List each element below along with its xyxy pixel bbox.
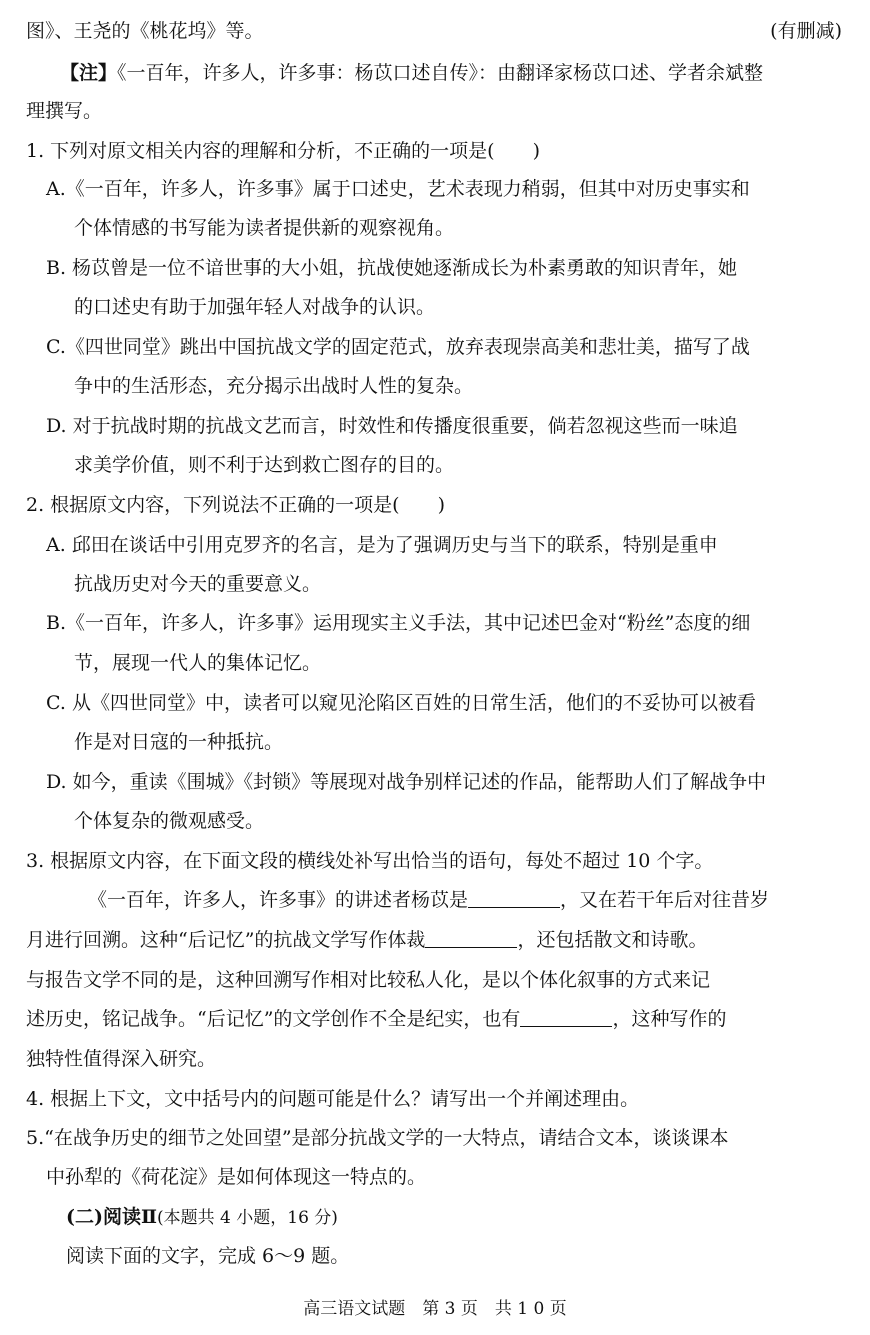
continuation-text: 图》、王尧的《桃花坞》等。: [26, 20, 264, 42]
q2-option-d-line-2: 个体复杂的微观感受。: [74, 810, 265, 832]
q3-passage-text-1a: 《一百年，许多人，许多事》的讲述者杨苡是: [88, 889, 469, 911]
q1-option-a-line-2: 个体情感的书写能为读者提供新的观察视角。: [74, 217, 455, 239]
question-5-stem-line-2: 中孙犁的《荷花淀》是如何体现这一特点的。: [46, 1166, 427, 1188]
annotation-line-1: [60, 60, 763, 86]
q3-passage-text-4b: ，这种写作的: [612, 1008, 727, 1030]
q3-passage-line-2: [26, 927, 707, 953]
q3-blank-3[interactable]: [520, 1007, 612, 1027]
q1-option-b-line-1: B. 杨苡曾是一位不谙世事的大小姐，抗战使她逐渐成长为朴素勇敢的知识青年，她: [46, 257, 738, 279]
q3-passage-line-3: 与报告文学不同的是，这种回溯写作相对比较私人化，是以个体化叙事的方式来记: [26, 969, 711, 991]
q3-passage-line-1: [88, 887, 769, 913]
question-1-stem: 1. 下列对原文相关内容的理解和分析，不正确的一项是( ): [26, 140, 540, 162]
q3-passage-text-4a: 述历史，铭记战争。“后记忆”的文学创作不全是纪实，也有: [26, 1008, 521, 1030]
section-title: (二)阅读Ⅱ: [66, 1206, 157, 1228]
q2-option-b-line-2: 节，展现一代人的集体记忆。: [74, 652, 322, 674]
q2-option-a-line-1: A. 邱田在谈话中引用克罗齐的名言，是为了强调历史与当下的联系，特别是重申: [46, 534, 718, 556]
q3-blank-1[interactable]: [468, 888, 560, 908]
question-2-stem: 2. 根据原文内容，下列说法不正确的一项是( ): [26, 494, 445, 516]
q3-passage-line-4: [26, 1006, 726, 1032]
annotation-line-2: 理撰写。: [26, 100, 103, 122]
annotation-text-1: 《一百年，许多人，许多事：杨苡口述自传》：由翻译家杨苡口述、学者余斌整: [117, 62, 764, 84]
q2-option-d-line-1: D. 如今，重读《围城》《封锁》等展现对战争别样记述的作品，能帮助人们了解战争中: [46, 771, 767, 793]
page-footer: 高三语文试题 第 3 页 共 1 0 页: [303, 1299, 567, 1319]
q1-option-c-line-2: 争中的生活形态，充分揭示出战时人性的复杂。: [74, 375, 474, 397]
question-4-stem: 4. 根据上下文，文中括号内的问题可能是什么？请写出一个并阐述理由。: [26, 1088, 640, 1110]
q2-option-b-line-1: B.《一百年，许多人，许多事》运用现实主义手法，其中记述巴金对“粉丝”态度的细: [46, 612, 751, 634]
q1-option-b-line-2: 的口述史有助于加强年轻人对战争的认识。: [74, 296, 436, 318]
q3-passage-text-1b: ，又在若干年后对往昔岁: [560, 889, 770, 911]
abridged-note: (有删减): [770, 20, 842, 42]
question-5-stem-line-1: 5.“在战争历史的细节之处回望”是部分抗战文学的一大特点，请结合文本，谈谈课本: [26, 1127, 729, 1149]
q3-passage-text-2a: 月进行回溯。这种“后记忆”的抗战文学写作体裁: [26, 929, 426, 951]
q2-option-c-line-2: 作是对日寇的一种抵抗。: [74, 731, 284, 753]
q3-blank-2[interactable]: [425, 928, 517, 948]
section-detail: (本题共 4 小题，16 分): [157, 1208, 338, 1228]
q2-option-c-line-1: C. 从《四世同堂》中，读者可以窥见沦陷区百姓的日常生活，他们的不妥协可以被看: [46, 692, 756, 714]
question-3-stem: 3. 根据原文内容，在下面文段的横线处补写出恰当的语句，每处不超过 10 个字。: [26, 850, 714, 872]
q2-option-a-line-2: 抗战历史对今天的重要意义。: [74, 573, 322, 595]
annotation-label: 【注】: [60, 62, 118, 84]
q1-option-a-line-1: A.《一百年，许多人，许多事》属于口述史，艺术表现力稍弱，但其中对历史事实和: [46, 178, 750, 200]
q1-option-d-line-1: D. 对于抗战时期的抗战文艺而言，时效性和传播度很重要，倘若忽视这些而一味追: [46, 415, 738, 437]
q3-passage-text-2b: ，还包括散文和诗歌。: [517, 929, 708, 951]
section-instruction: 阅读下面的文字，完成 6～9 题。: [66, 1245, 350, 1267]
q1-option-d-line-2: 求美学价值，则不利于达到救亡图存的目的。: [74, 454, 455, 476]
q1-option-c-line-1: C.《四世同堂》跳出中国抗战文学的固定范式，放弃表现崇高美和悲壮美，描写了战: [46, 336, 750, 358]
section-heading: [66, 1204, 338, 1231]
q3-passage-line-5: 独特性值得深入研究。: [26, 1048, 217, 1070]
